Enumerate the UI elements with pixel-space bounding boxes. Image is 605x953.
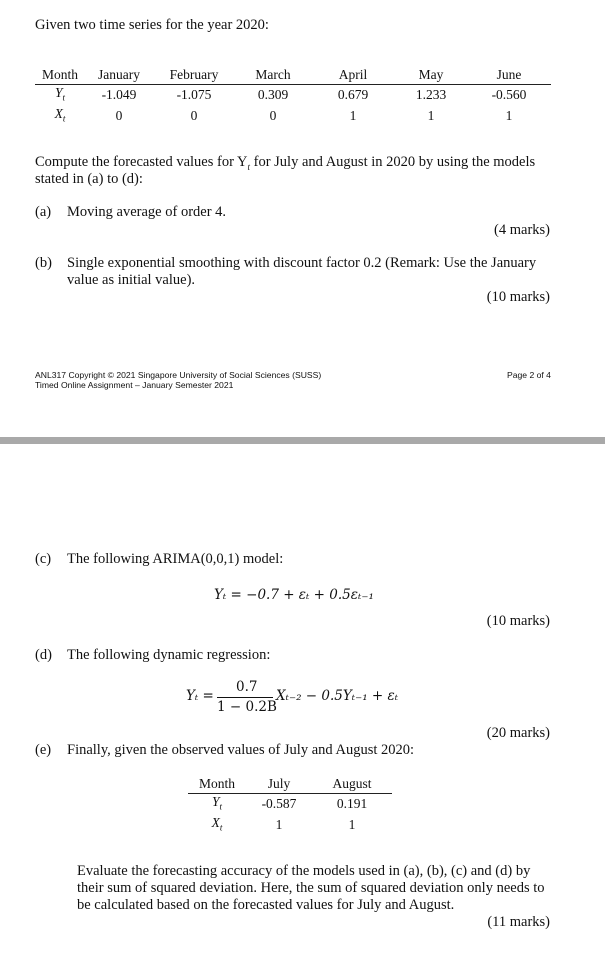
part-d-marks: (20 marks) — [486, 725, 550, 741]
header-cell: April — [311, 66, 395, 85]
fraction-denominator: 1 − 0.2B — [217, 699, 277, 715]
fraction-numerator: 0.7 — [236, 679, 258, 695]
header-cell: August — [312, 775, 392, 794]
part-d-text: The following dynamic regression: — [67, 647, 271, 663]
part-c-label: (c) — [35, 551, 52, 567]
header-cell: July — [246, 775, 312, 794]
part-a-label: (a) — [35, 204, 52, 220]
table-cell: -1.049 — [101, 87, 137, 103]
evaluate-line-3: be calculated based on the forecasted values for July and August. — [77, 897, 455, 913]
table-cell: 1 — [275, 817, 283, 833]
table-cell: 0 — [190, 108, 198, 124]
table-header-row — [188, 775, 392, 794]
table-cell: -1.075 — [176, 87, 212, 103]
header-cell: June — [467, 66, 551, 85]
table-cell: 0.309 — [257, 87, 289, 103]
part-d-label: (d) — [35, 647, 52, 663]
row-label: $Y_t$ — [54, 85, 66, 103]
evaluate-line-1: Evaluate the forecasting accuracy of the models used in (a), (b), (c) and (d) by — [77, 863, 531, 879]
evaluate-line-2: their sum of squared deviation. Here, the sum of squared deviation only needs to — [77, 880, 545, 896]
dynamic-regression-lhs: Yₜ = — [186, 688, 214, 704]
footer-page-number: Page 2 of 4 — [507, 370, 551, 380]
part-b-marks: (10 marks) — [486, 289, 550, 305]
table-cell: 0.191 — [336, 796, 368, 812]
table-cell: 1 — [505, 108, 513, 124]
row-label: $X_t$ — [211, 814, 223, 833]
table-cell: 1.233 — [415, 87, 447, 103]
table-row — [188, 815, 392, 836]
compute-line-1: Compute the forecasted values for $Y_t$ for July and August in 2020 by using the models — [35, 154, 536, 172]
observed-values-table — [188, 775, 392, 835]
compute-line-2: stated in (a) to (d): — [35, 171, 143, 187]
part-c-text: The following ARIMA(0,0,1) model: — [67, 551, 284, 567]
part-e-label: (e) — [35, 742, 52, 758]
part-b-text-1: Single exponential smoothing with discount factor 0.2 (Remark: Use the January — [67, 255, 537, 271]
table-cell: -0.560 — [491, 87, 527, 103]
header-cell: Month — [35, 66, 85, 85]
table-cell: 1 — [349, 108, 357, 124]
time-series-table — [35, 66, 551, 126]
table-cell: 0 — [115, 108, 123, 124]
header-cell: May — [395, 66, 467, 85]
table-header-row — [35, 66, 551, 85]
footer-assignment: Timed Online Assignment – January Semester 2021 — [35, 380, 234, 390]
table-row — [35, 106, 551, 127]
part-b-text-2: value as initial value). — [67, 272, 196, 288]
footer-copyright: ANL317 Copyright © 2021 Singapore University of Social Sciences (SUSS) — [35, 370, 322, 380]
arima-equation: Yₜ = −0.7 + εₜ + 0.5εₜ₋₁ — [214, 587, 374, 603]
part-a-marks: (4 marks) — [494, 222, 550, 238]
table-cell: 0 — [269, 108, 277, 124]
table-cell: 0.679 — [337, 87, 369, 103]
part-e-text: Finally, given the observed values of July and August 2020: — [67, 742, 415, 758]
row-label: $X_t$ — [54, 105, 66, 124]
page-separator — [0, 437, 605, 444]
header-cell: March — [235, 66, 311, 85]
intro-text: Given two time series for the year 2020: — [35, 17, 269, 33]
table-cell: 1 — [348, 817, 356, 833]
table-row — [188, 794, 392, 815]
header-cell: February — [153, 66, 235, 85]
part-a-text: Moving average of order 4. — [67, 204, 227, 220]
header-cell: January — [85, 66, 153, 85]
row-label: $Y_t$ — [211, 794, 223, 812]
table-cell: -0.587 — [261, 796, 297, 812]
final-marks: (11 marks) — [487, 914, 550, 930]
dynamic-regression-rest: Xₜ₋₂ − 0.5Yₜ₋₁ + εₜ — [276, 688, 399, 704]
header-cell: Month — [188, 775, 246, 794]
part-c-marks: (10 marks) — [486, 613, 550, 629]
table-row — [35, 85, 551, 106]
table-cell: 1 — [427, 108, 435, 124]
fraction-bar — [217, 697, 273, 698]
part-b-label: (b) — [35, 255, 52, 271]
